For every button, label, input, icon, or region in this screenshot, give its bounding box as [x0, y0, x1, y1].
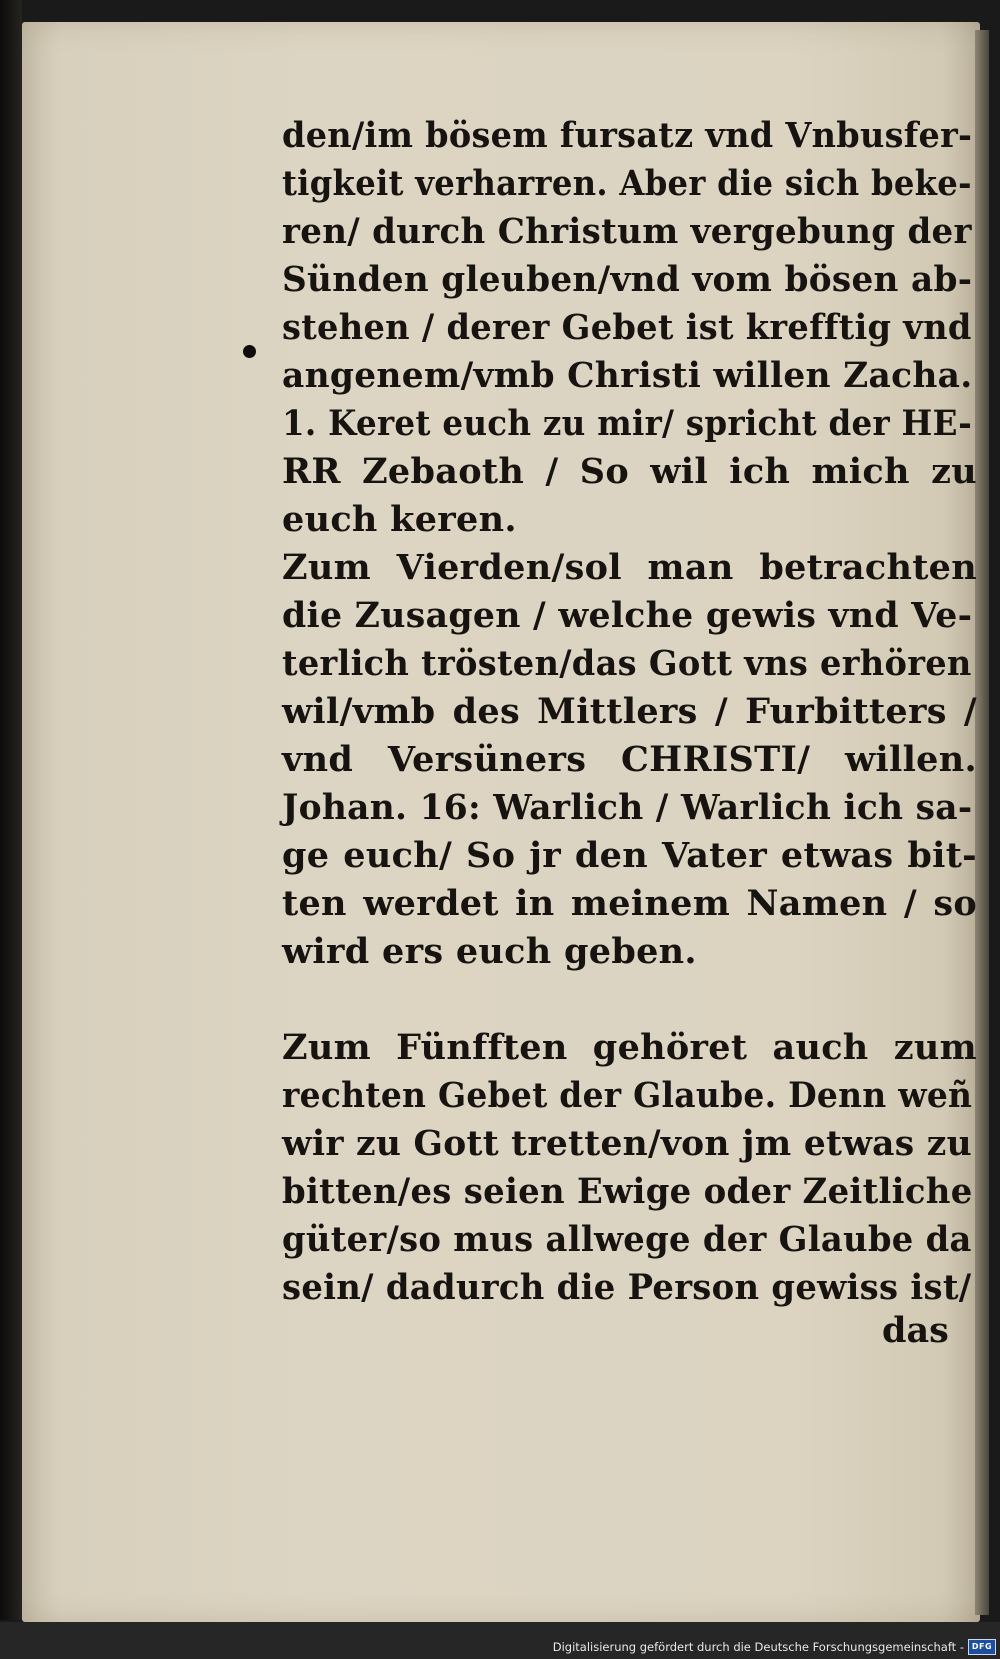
text-line: Sünden gleuben/vnd vom bösen ab- [282, 259, 973, 300]
text-line: angenem/vmb Christi willen Zacha. [282, 355, 973, 396]
page-edge [975, 30, 989, 1615]
text-line: den/im bösem fursatz vnd Vnbusfer- [282, 115, 973, 156]
text-line: wird ers euch geben. [282, 931, 697, 972]
text-line: ren/ durch Christum vergebung der [282, 211, 972, 252]
paragraph [282, 112, 977, 544]
text-line: ge euch/ So jr den Vater etwas bit- [282, 835, 977, 876]
digitization-credit: Digitalisierung gefördert durch die Deutsche Forschungsgemeinschaft - [552, 1640, 964, 1654]
text-line: euch keren. [282, 499, 517, 540]
text-line: tigkeit verharren. Aber die sich beke- [282, 163, 972, 204]
ink-dot-mark [243, 345, 256, 358]
text-line: ten werdet in meinem Namen / so [282, 883, 977, 924]
text-line: RR Zebaoth / So wil ich mich zu [282, 451, 977, 492]
text-line: wir zu Gott tretten/von jm etwas zu [282, 1123, 972, 1164]
paragraph [282, 1024, 977, 1312]
catchword: das [882, 1310, 949, 1351]
text-line: Zum Vierden/sol man betrachten [282, 547, 977, 588]
paragraph [282, 544, 977, 976]
text-line: terlich trösten/das Gott vns erhören [282, 643, 972, 684]
text-line: güter/so mus allwege der Glaube da [282, 1219, 972, 1260]
text-line: 1. Keret euch zu mir/ spricht der HE- [282, 403, 973, 444]
text-line: Zum Fünfften gehöret auch zum [282, 1027, 977, 1068]
text-line: die Zusagen / welche gewis vnd Ve- [282, 595, 973, 636]
book-spine-shadow [0, 0, 22, 1620]
text-line: stehen / derer Gebet ist krefftig vnd [282, 307, 972, 348]
text-line: rechten Gebet der Glaube. Denn weñ [282, 1075, 973, 1116]
text-line: sein/ dadurch die Person gewiss ist/ [282, 1267, 972, 1308]
dfg-logo: DFG [968, 1639, 996, 1655]
page-text [282, 112, 977, 1312]
text-line: vnd Versüners CHRISTI/ willen. [282, 739, 977, 780]
text-line: bitten/es seien Ewige oder Zeitliche [282, 1171, 973, 1212]
text-line: Johan. 16: Warlich / Warlich ich sa- [282, 787, 973, 828]
text-line: wil/vmb des Mittlers / Furbitters / [282, 691, 977, 732]
